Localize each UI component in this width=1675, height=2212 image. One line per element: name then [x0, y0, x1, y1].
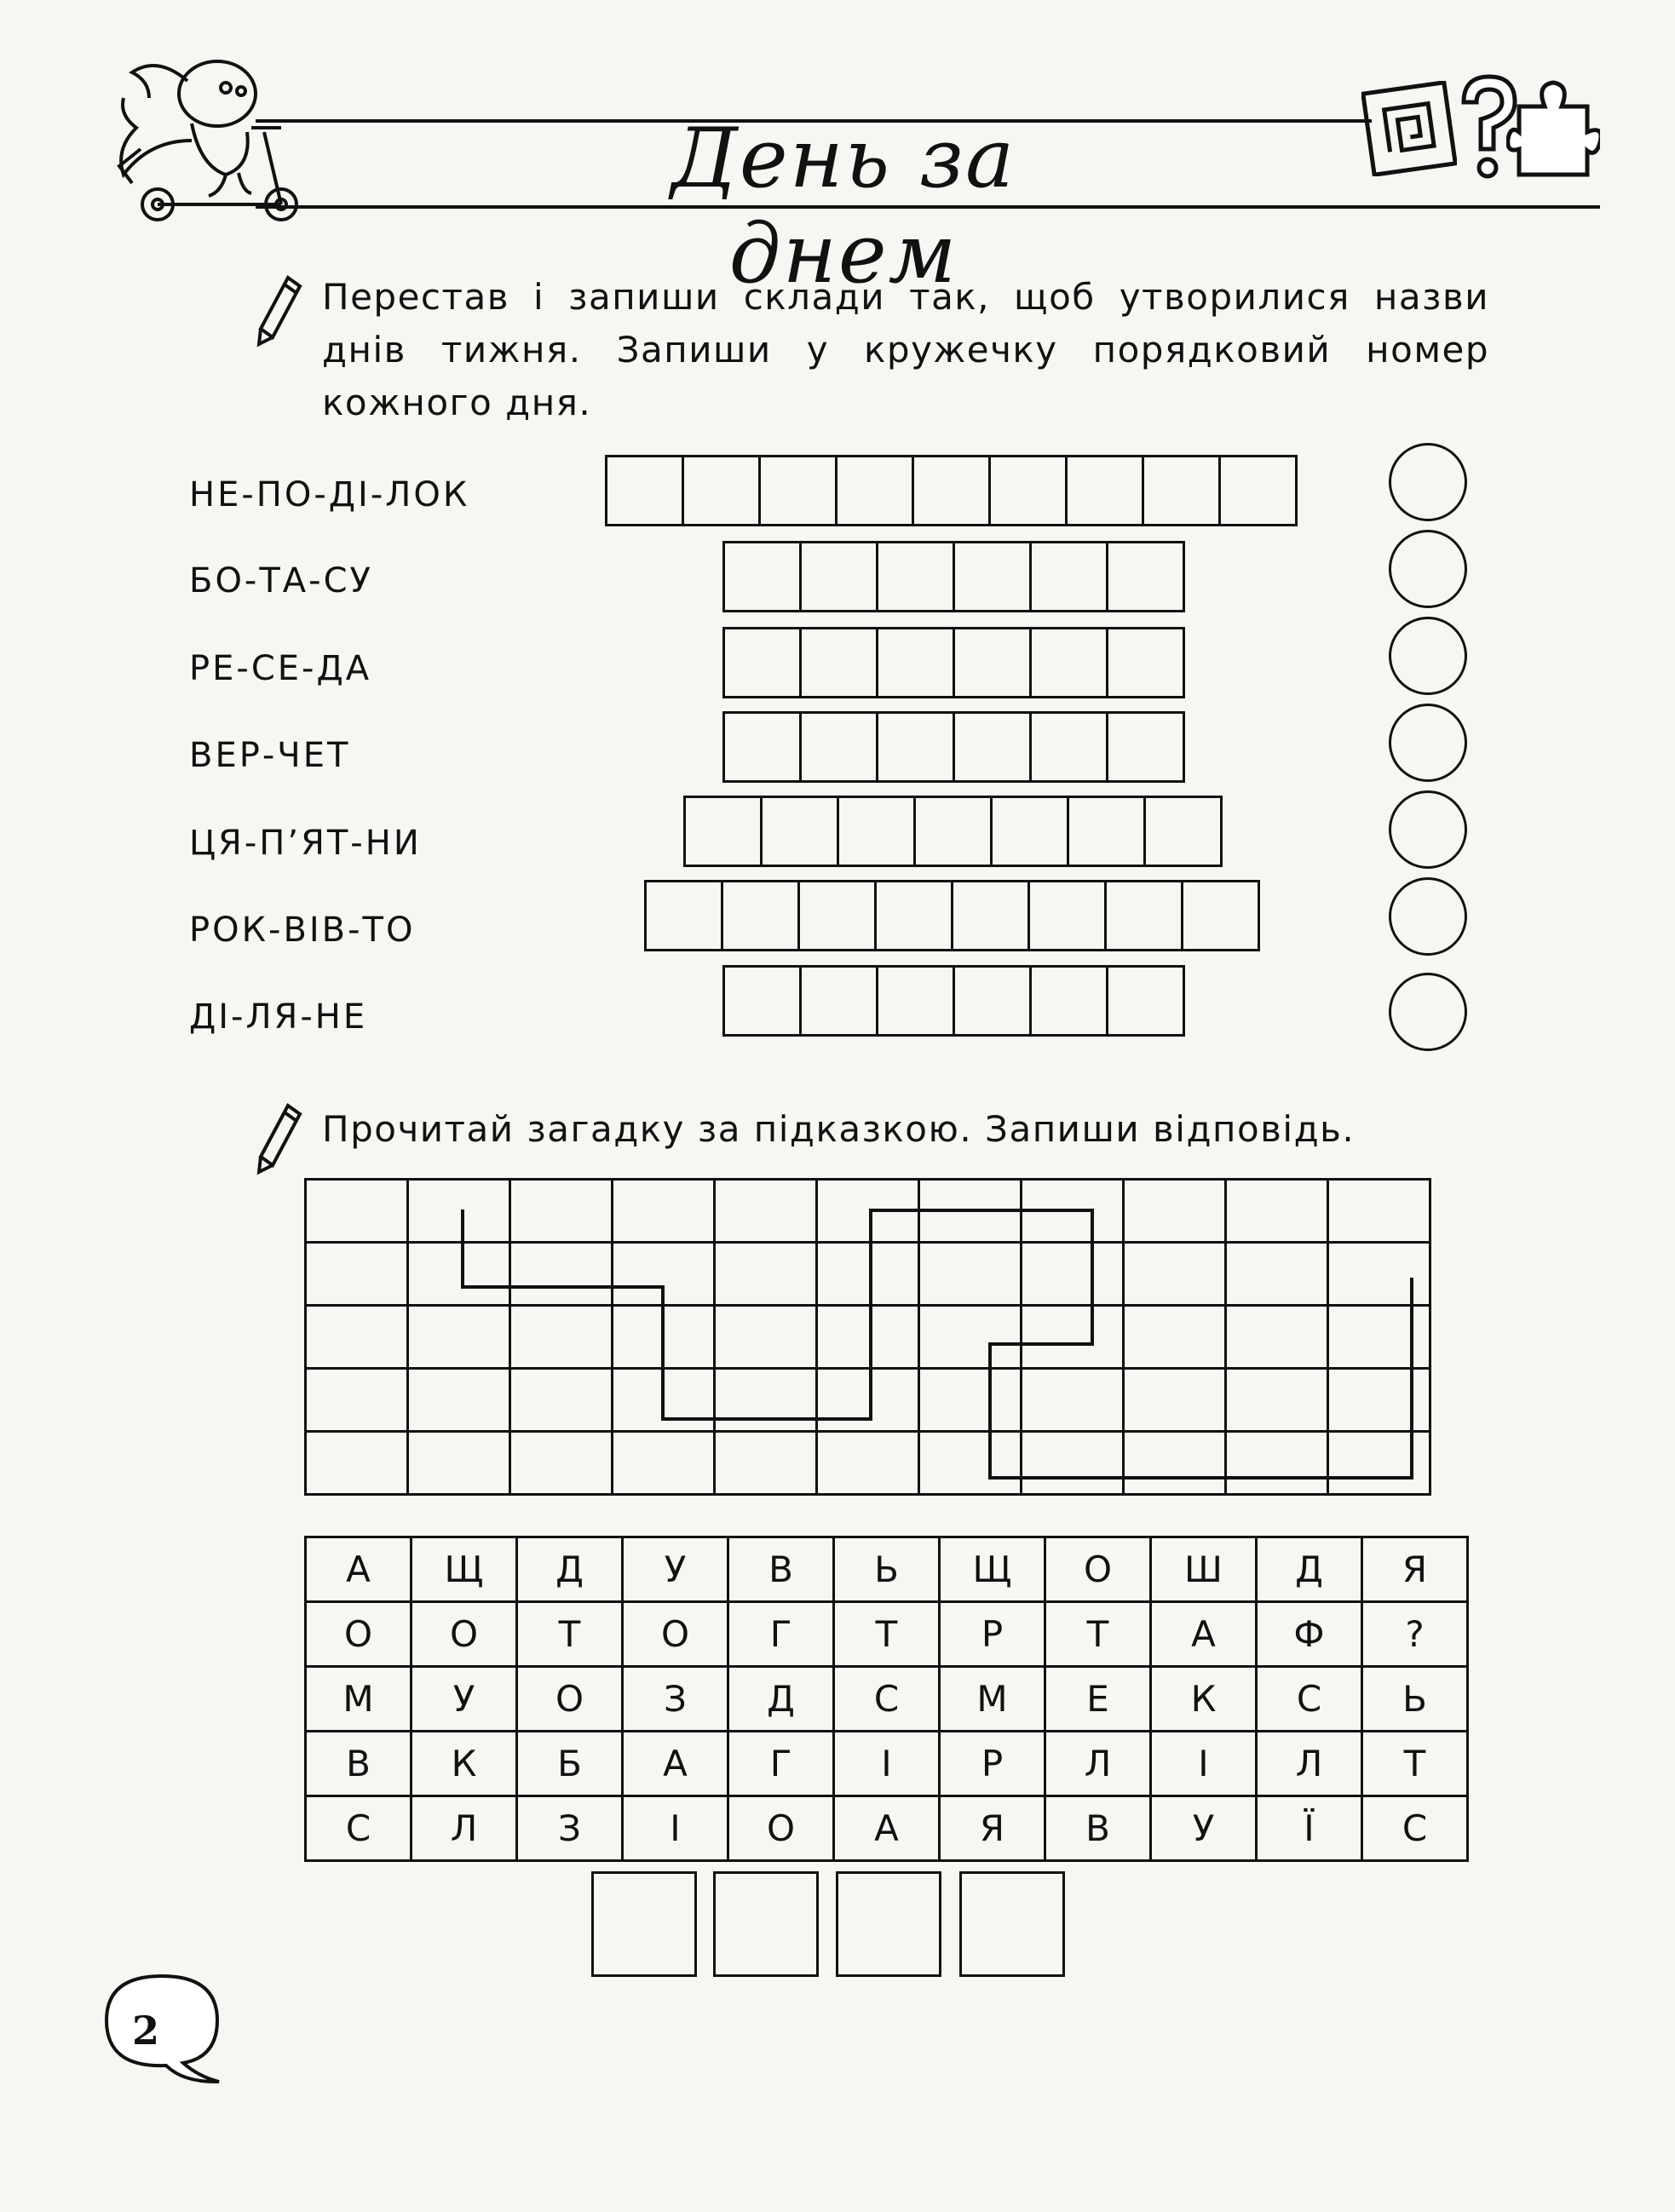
- grid-letter: Д: [517, 1537, 623, 1602]
- grid-letter: К: [1151, 1667, 1257, 1732]
- riddle-answer-box-3[interactable]: [836, 1871, 941, 1977]
- letter-cell[interactable]: [1181, 880, 1260, 951]
- letter-cell[interactable]: [722, 627, 802, 698]
- letter-cell[interactable]: [758, 455, 838, 526]
- pencil-icon: [254, 271, 305, 348]
- letter-cell[interactable]: [1029, 627, 1108, 698]
- letter-cell[interactable]: [799, 627, 878, 698]
- letter-cell[interactable]: [835, 455, 914, 526]
- syllables-row-2: БО-ТА-СУ: [189, 561, 373, 600]
- letter-cell[interactable]: [1029, 541, 1108, 612]
- grid-letter: Р: [940, 1732, 1045, 1796]
- letter-cell[interactable]: [722, 965, 802, 1037]
- grid-letter: В: [728, 1537, 834, 1602]
- grid-letter: С: [1362, 1796, 1468, 1861]
- answer-boxes-row-3[interactable]: [722, 627, 1185, 698]
- task2-instruction: Прочитай загадку за підказкою. Запиши відповідь.: [322, 1108, 1356, 1150]
- letter-cell[interactable]: [953, 627, 1032, 698]
- grid-letter: Д: [728, 1667, 834, 1732]
- grid-letter: І: [1151, 1732, 1257, 1796]
- letter-cell[interactable]: [951, 880, 1030, 951]
- grid-letter: Е: [1045, 1667, 1151, 1732]
- riddle-answer-box-1[interactable]: [591, 1871, 697, 1977]
- grid-letter: З: [517, 1796, 623, 1861]
- letter-cell[interactable]: [912, 455, 991, 526]
- hint-path-line: [304, 1178, 1470, 1506]
- order-circle-1[interactable]: [1389, 443, 1467, 521]
- letter-cell[interactable]: [953, 711, 1032, 783]
- grid-letter: О: [1045, 1537, 1151, 1602]
- grid-letter: Т: [1045, 1602, 1151, 1667]
- dragon-on-scooter-illustration: [98, 47, 319, 226]
- grid-letter: А: [1151, 1602, 1257, 1667]
- grid-letter: І: [623, 1796, 728, 1861]
- grid-letter: С: [834, 1667, 940, 1732]
- letter-cell[interactable]: [837, 796, 916, 867]
- grid-letter: Р: [940, 1602, 1045, 1667]
- letter-cell[interactable]: [1106, 965, 1185, 1037]
- grid-letter: Ш: [1151, 1537, 1257, 1602]
- answer-boxes-row-5[interactable]: [683, 796, 1223, 867]
- riddle-answer-box-4[interactable]: [959, 1871, 1065, 1977]
- grid-letter: С: [306, 1796, 412, 1861]
- speech-bubble-icon: [98, 1968, 226, 2087]
- order-circle-5[interactable]: [1389, 790, 1467, 869]
- letter-cell[interactable]: [1029, 965, 1108, 1037]
- order-circle-4[interactable]: [1389, 704, 1467, 782]
- hint-path-grid: [304, 1178, 1470, 1506]
- letter-cell[interactable]: [1218, 455, 1298, 526]
- letter-cell[interactable]: [1106, 711, 1185, 783]
- grid-letter: О: [517, 1667, 623, 1732]
- letter-cell[interactable]: [876, 541, 955, 612]
- letter-cell[interactable]: [721, 880, 800, 951]
- grid-letter: О: [306, 1602, 412, 1667]
- order-circle-7[interactable]: [1389, 973, 1467, 1051]
- letter-cell[interactable]: [797, 880, 877, 951]
- grid-letter: М: [306, 1667, 412, 1732]
- grid-letter: Щ: [412, 1537, 517, 1602]
- answer-boxes-row-7[interactable]: [722, 965, 1185, 1037]
- letter-cell[interactable]: [1027, 880, 1107, 951]
- letter-cell[interactable]: [1067, 796, 1146, 867]
- grid-letter: Г: [728, 1602, 834, 1667]
- letter-cell[interactable]: [799, 711, 878, 783]
- puzzle-piece-icon: [1506, 72, 1600, 183]
- grid-letter: А: [623, 1732, 728, 1796]
- answer-boxes-row-1[interactable]: [605, 455, 1298, 526]
- pencil-icon: [254, 1099, 305, 1175]
- grid-letter: У: [1151, 1796, 1257, 1861]
- letter-cell[interactable]: [682, 455, 761, 526]
- page-number: 2: [132, 2008, 160, 2054]
- grid-letter: Я: [1362, 1537, 1468, 1602]
- grid-letter: А: [306, 1537, 412, 1602]
- order-circle-6[interactable]: [1389, 877, 1467, 956]
- letter-cell[interactable]: [876, 965, 955, 1037]
- letter-cell[interactable]: [644, 880, 723, 951]
- grid-letter: Т: [834, 1602, 940, 1667]
- task1-instruction: Перестав і запиши склади так, щоб утворилися назви днів тижня. Запиши у кружечку порядковий номер кожного дня.: [322, 276, 1489, 423]
- order-circle-3[interactable]: [1389, 617, 1467, 695]
- grid-letter: З: [623, 1667, 728, 1732]
- grid-letter: С: [1257, 1667, 1362, 1732]
- grid-letter: Т: [1362, 1732, 1468, 1796]
- grid-letter: Ь: [834, 1537, 940, 1602]
- grid-letter: Л: [412, 1796, 517, 1861]
- grid-letter: М: [940, 1667, 1045, 1732]
- grid-letter: Л: [1045, 1732, 1151, 1796]
- grid-letter: К: [412, 1732, 517, 1796]
- syllables-row-7: ДІ-ЛЯ-НЕ: [189, 997, 368, 1037]
- letter-cell[interactable]: [874, 880, 953, 951]
- answer-boxes-row-6[interactable]: [644, 880, 1260, 951]
- letter-cell[interactable]: [799, 541, 878, 612]
- letter-cell[interactable]: [913, 796, 993, 867]
- grid-letter: У: [623, 1537, 728, 1602]
- syllables-row-6: РОК-ВІВ-ТО: [189, 911, 416, 950]
- letter-cell[interactable]: [722, 711, 802, 783]
- grid-letter: У: [412, 1667, 517, 1732]
- letter-cell[interactable]: [683, 796, 763, 867]
- syllables-row-3: РЕ-СЕ-ДА: [189, 649, 372, 688]
- letter-cell[interactable]: [760, 796, 839, 867]
- grid-letter: О: [623, 1602, 728, 1667]
- letter-cell[interactable]: [990, 796, 1069, 867]
- grid-letter: О: [728, 1796, 834, 1861]
- letter-cell[interactable]: [1029, 711, 1108, 783]
- answer-boxes-row-4[interactable]: [722, 711, 1185, 783]
- grid-letter: Ф: [1257, 1602, 1362, 1667]
- grid-letter: Л: [1257, 1732, 1362, 1796]
- letter-cell[interactable]: [1143, 796, 1223, 867]
- grid-letter: А: [834, 1796, 940, 1861]
- syllables-row-5: ЦЯ-П’ЯТ-НИ: [189, 824, 422, 863]
- letter-cell[interactable]: [722, 541, 802, 612]
- letter-cell[interactable]: [876, 711, 955, 783]
- grid-letter: О: [412, 1602, 517, 1667]
- order-circle-2[interactable]: [1389, 530, 1467, 608]
- grid-letter: Щ: [940, 1537, 1045, 1602]
- grid-letter: В: [306, 1732, 412, 1796]
- letter-cell[interactable]: [1106, 541, 1185, 612]
- grid-letter: В: [1045, 1796, 1151, 1861]
- letter-cell[interactable]: [1142, 455, 1221, 526]
- grid-letter: Г: [728, 1732, 834, 1796]
- grid-letter: Б: [517, 1732, 623, 1796]
- letter-cell[interactable]: [605, 455, 684, 526]
- letter-cell[interactable]: [988, 455, 1068, 526]
- grid-letter: Ї: [1257, 1796, 1362, 1861]
- grid-letter: ?: [1362, 1602, 1468, 1667]
- letter-cell[interactable]: [1106, 627, 1185, 698]
- grid-letter: І: [834, 1732, 940, 1796]
- letter-grid: [304, 1536, 1469, 1862]
- letter-cell[interactable]: [876, 627, 955, 698]
- riddle-answer-box-2[interactable]: [713, 1871, 819, 1977]
- letter-cell[interactable]: [953, 541, 1032, 612]
- letter-cell[interactable]: [1065, 455, 1144, 526]
- grid-letter: Т: [517, 1602, 623, 1667]
- grid-letter: Ь: [1362, 1667, 1468, 1732]
- syllables-row-4: ВЕР-ЧЕТ: [189, 736, 351, 775]
- spiral-puzzle-icon: [1361, 81, 1457, 176]
- letter-cell[interactable]: [953, 965, 1032, 1037]
- page-title: День за днем: [671, 111, 1016, 302]
- letter-cell[interactable]: [1104, 880, 1183, 951]
- answer-boxes-row-2[interactable]: [722, 541, 1185, 612]
- syllables-row-1: НЕ-ПО-ДІ-ЛОК: [189, 475, 470, 514]
- letter-cell[interactable]: [799, 965, 878, 1037]
- grid-letter: Д: [1257, 1537, 1362, 1602]
- grid-letter: Я: [940, 1796, 1045, 1861]
